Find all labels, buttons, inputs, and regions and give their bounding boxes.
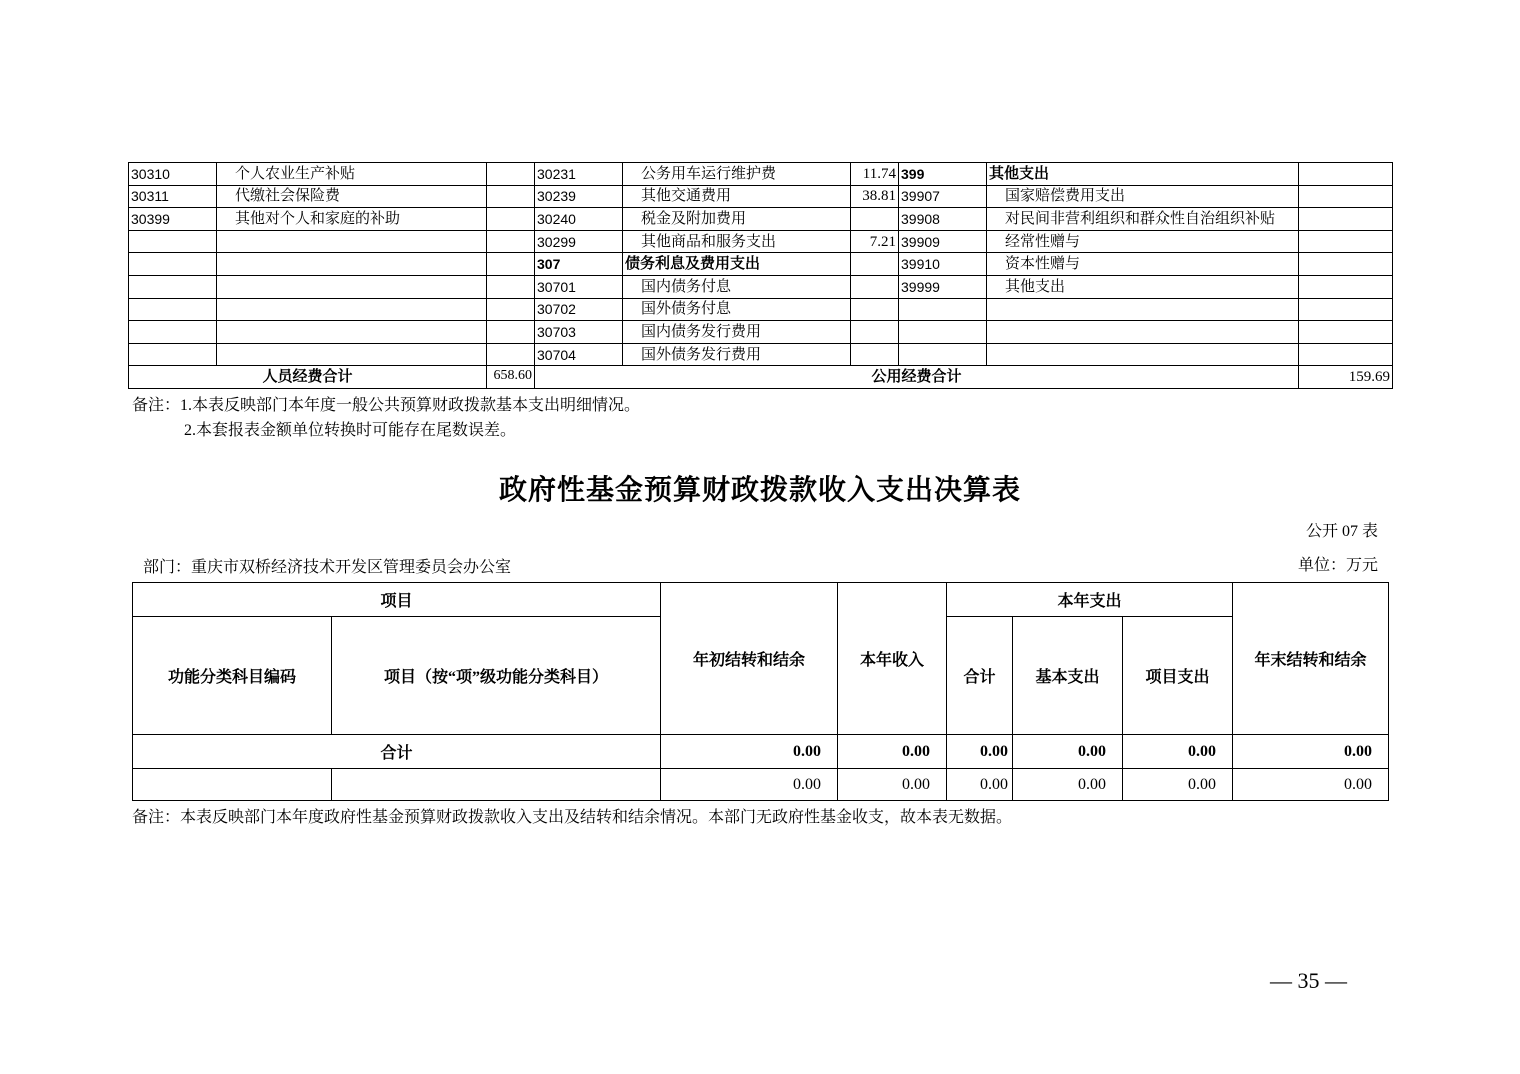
header-income: 本年收入 — [838, 583, 947, 735]
amount-col-2 — [851, 343, 899, 366]
name-col-2: 其他商品和服务支出 — [623, 230, 851, 253]
name-col-2: 其他交通费用 — [623, 185, 851, 208]
page-title: 政府性基金预算财政拨款收入支出决算表 — [498, 475, 1021, 506]
amount-col-3 — [1299, 321, 1393, 344]
table-row — [129, 343, 1393, 366]
amount-col-2: 7.21 — [851, 230, 899, 253]
code-col-3: 399 — [899, 163, 987, 186]
name-col-1: 个人农业生产补贴 — [217, 163, 487, 186]
amount-col-1 — [487, 275, 535, 298]
code-col-3: 39999 — [899, 275, 987, 298]
table-row — [129, 321, 1393, 344]
name-col-1 — [217, 321, 487, 344]
sum-row — [133, 735, 1389, 769]
department-label: 部门：重庆市双桥经济技术开发区管理委员会办公室 — [143, 559, 512, 576]
code-col-1 — [129, 275, 217, 298]
header-row-1 — [133, 583, 1389, 617]
amount-col-3 — [1299, 163, 1393, 186]
code-col-3: 39910 — [899, 253, 987, 276]
row-project: 0.00 — [1123, 769, 1233, 801]
row-expense-total: 0.00 — [947, 769, 1013, 801]
note-line-1: 备注：1.本表反映部门本年度一般公共预算财政拨款基本支出明细情况。 — [132, 397, 641, 414]
table-row — [129, 275, 1393, 298]
amount-col-1 — [487, 163, 535, 186]
code-col-3 — [899, 321, 987, 344]
code-col-2: 30704 — [535, 343, 623, 366]
amount-col-1 — [487, 230, 535, 253]
header-end-balance: 年末结转和结余 — [1233, 583, 1389, 735]
name-col-1 — [217, 275, 487, 298]
row-begin: 0.00 — [661, 769, 838, 801]
public-total-value: 159.69 — [1299, 366, 1393, 389]
row-basic: 0.00 — [1013, 769, 1123, 801]
header-expense: 本年支出 — [947, 583, 1233, 617]
amount-col-1 — [487, 343, 535, 366]
code-col-2: 30703 — [535, 321, 623, 344]
table-number: 公开 07 表 — [1305, 523, 1378, 540]
amount-col-1 — [487, 185, 535, 208]
sum-income: 0.00 — [838, 735, 947, 769]
header-name: 项目（按“项”级功能分类科目） — [332, 617, 661, 735]
amount-col-3 — [1299, 253, 1393, 276]
code-col-3: 39909 — [899, 230, 987, 253]
code-col-1: 30310 — [129, 163, 217, 186]
table-row — [129, 253, 1393, 276]
name-col-2: 税金及附加费用 — [623, 208, 851, 231]
amount-col-3 — [1299, 208, 1393, 231]
table-row — [129, 208, 1393, 231]
name-col-1 — [217, 298, 487, 321]
table-row — [129, 185, 1393, 208]
code-col-3 — [899, 298, 987, 321]
header-begin-balance: 年初结转和结余 — [661, 583, 838, 735]
name-col-2: 债务利息及费用支出 — [623, 253, 851, 276]
row-name — [332, 769, 661, 801]
amount-col-1 — [487, 321, 535, 344]
name-col-3: 经常性赠与 — [987, 230, 1299, 253]
name-col-2: 国外债务发行费用 — [623, 343, 851, 366]
amount-col-2: 38.81 — [851, 185, 899, 208]
note-line-2: 2.本套报表金额单位转换时可能存在尾数误差。 — [184, 422, 517, 439]
row-income: 0.00 — [838, 769, 947, 801]
name-col-2: 公务用车运行维护费 — [623, 163, 851, 186]
header-basic-expense: 基本支出 — [1013, 617, 1123, 735]
table-row — [129, 163, 1393, 186]
name-col-3: 国家赔偿费用支出 — [987, 185, 1299, 208]
amount-col-2 — [851, 253, 899, 276]
name-col-3 — [987, 343, 1299, 366]
table-row — [129, 298, 1393, 321]
name-col-3: 对民间非营利组织和群众性自治组织补贴 — [987, 208, 1299, 231]
name-col-1: 其他对个人和家庭的补助 — [217, 208, 487, 231]
name-col-1 — [217, 230, 487, 253]
name-col-2: 国内债务发行费用 — [623, 321, 851, 344]
amount-col-3 — [1299, 275, 1393, 298]
code-col-3: 39908 — [899, 208, 987, 231]
code-col-2: 307 — [535, 253, 623, 276]
amount-col-1 — [487, 298, 535, 321]
code-col-2: 30239 — [535, 185, 623, 208]
amount-col-3 — [1299, 185, 1393, 208]
code-col-3: 39907 — [899, 185, 987, 208]
unit-label: 单位：万元 — [1297, 557, 1378, 574]
sum-label: 合计 — [133, 735, 661, 769]
name-col-1 — [217, 253, 487, 276]
government-fund-table — [132, 582, 1389, 801]
code-col-3 — [899, 343, 987, 366]
table-total-row — [129, 366, 1393, 389]
page-number: — 35 — — [1270, 968, 1347, 993]
row-end: 0.00 — [1233, 769, 1389, 801]
bottom-note: 备注：本表反映部门本年度政府性基金预算财政拨款收入支出及结转和结余情况。本部门无政府性基金收支，故本表无数据。 — [132, 809, 1013, 826]
personnel-total-label: 人员经费合计 — [129, 366, 487, 389]
code-col-2: 30299 — [535, 230, 623, 253]
code-col-2: 30701 — [535, 275, 623, 298]
amount-col-1 — [487, 253, 535, 276]
sum-expense-total: 0.00 — [947, 735, 1013, 769]
amount-col-2 — [851, 208, 899, 231]
header-code: 功能分类科目编码 — [133, 617, 332, 735]
name-col-1 — [217, 343, 487, 366]
amount-col-2 — [851, 321, 899, 344]
name-col-3: 其他支出 — [987, 163, 1299, 186]
name-col-2: 国外债务付息 — [623, 298, 851, 321]
code-col-1 — [129, 298, 217, 321]
row-code — [133, 769, 332, 801]
sum-begin: 0.00 — [661, 735, 838, 769]
sum-project: 0.00 — [1123, 735, 1233, 769]
header-item: 项目 — [133, 583, 661, 617]
name-col-3: 其他支出 — [987, 275, 1299, 298]
basic-expense-detail-table — [128, 162, 1393, 389]
name-col-3 — [987, 321, 1299, 344]
name-col-2: 国内债务付息 — [623, 275, 851, 298]
code-col-1: 30399 — [129, 208, 217, 231]
amount-col-3 — [1299, 343, 1393, 366]
code-col-2: 30231 — [535, 163, 623, 186]
code-col-1 — [129, 253, 217, 276]
name-col-3 — [987, 298, 1299, 321]
sum-basic: 0.00 — [1013, 735, 1123, 769]
header-project-expense: 项目支出 — [1123, 617, 1233, 735]
code-col-2: 30240 — [535, 208, 623, 231]
amount-col-2 — [851, 275, 899, 298]
table-row — [129, 230, 1393, 253]
code-col-1: 30311 — [129, 185, 217, 208]
code-col-1 — [129, 321, 217, 344]
personnel-total-value: 658.60 — [487, 366, 535, 389]
amount-col-2 — [851, 298, 899, 321]
amount-col-3 — [1299, 230, 1393, 253]
amount-col-3 — [1299, 298, 1393, 321]
name-col-1: 代缴社会保险费 — [217, 185, 487, 208]
header-expense-total: 合计 — [947, 617, 1013, 735]
code-col-1 — [129, 230, 217, 253]
code-col-1 — [129, 343, 217, 366]
amount-col-2: 11.74 — [851, 163, 899, 186]
sum-end: 0.00 — [1233, 735, 1389, 769]
code-col-2: 30702 — [535, 298, 623, 321]
name-col-3: 资本性赠与 — [987, 253, 1299, 276]
public-total-label: 公用经费合计 — [535, 366, 1299, 389]
table-body — [129, 163, 1393, 366]
amount-col-1 — [487, 208, 535, 231]
table-row — [133, 769, 1389, 801]
